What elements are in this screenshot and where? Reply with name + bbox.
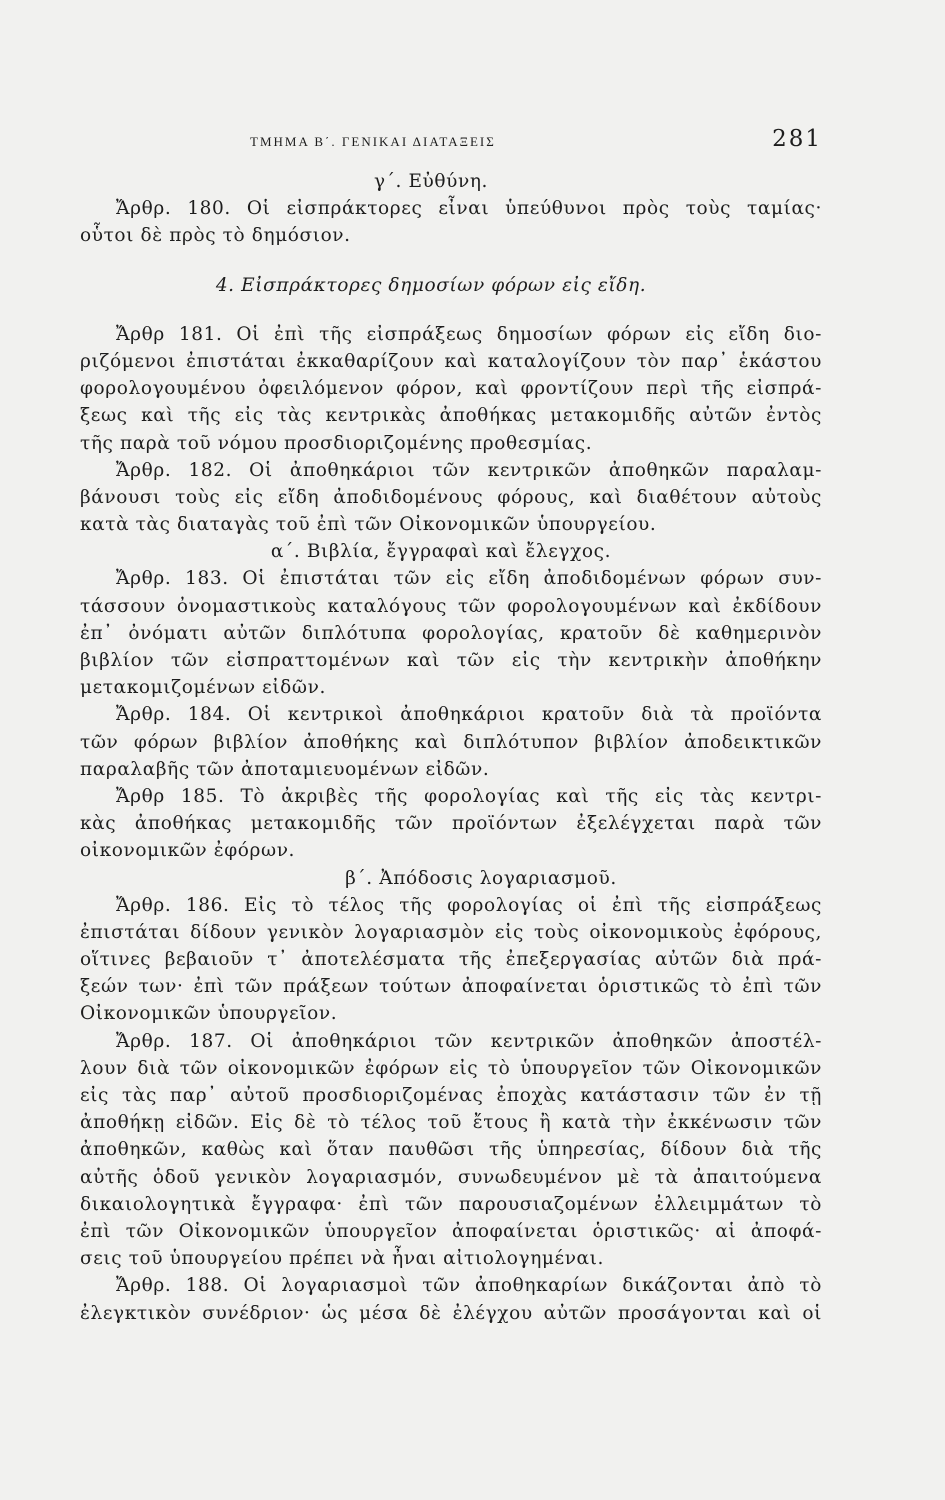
article-187-line: αὐτῆς ὁδοῦ γενικὸν λογαριασμόν, συνωδευμένον μὲ τὰ ἀπαιτούμενα xyxy=(80,1166,822,1188)
article-187-line: σεις τοῦ ὑπουργείου πρέπει νὰ ἦναι αἰτιολογημέναι. xyxy=(80,1248,604,1270)
subsection-heading: α΄. Βιβλία, ἔγγραφαὶ καὶ ἔλεγχος. xyxy=(270,541,612,563)
page-number: 281 xyxy=(772,126,822,152)
article-183-line: ἐπ᾿ ὀνόματι αὐτῶν διπλότυπα φορολογίας, κρατοῦν δὲ καθημερινὸν xyxy=(80,622,822,644)
article-183-line: Ἄρθρ. 183. Οἱ ἐπιστάται τῶν εἰς εἴδη ἀποδιδομένων φόρων συν- xyxy=(116,568,822,590)
article-180-line: οὗτοι δὲ πρὸς τὸ δημόσιον. xyxy=(80,225,351,247)
article-186-line: Ἄρθρ. 186. Εἰς τὸ τέλος τῆς φορολογίας οἱ ἐπὶ τῆς εἰσπράξεως xyxy=(116,894,822,916)
article-185-line: Ἄρθρ 185. Τὸ ἀκριβὲς τῆς φορολογίας καὶ τῆς εἰς τὰς κεντρι- xyxy=(116,785,822,807)
article-185-line: οἰκονομικῶν ἐφόρων. xyxy=(80,840,296,862)
article-184-line: παραλαβῆς τῶν ἀποταμιευομένων εἰδῶν. xyxy=(80,758,490,780)
article-183-line: βιβλίον τῶν εἰσπραττομένων καὶ τῶν εἰς τὴν κεντρικὴν ἀποθήκην xyxy=(80,650,822,671)
article-187-line: ἀποθήκῃ εἰδῶν. Εἰς δὲ τὸ τέλος τοῦ ἔτους ἢ κατὰ τὴν ἐκκένωσιν τῶν xyxy=(80,1112,822,1134)
page-header xyxy=(250,126,822,160)
article-186-line: οἵτινες βεβαιοῦν τ᾿ ἀποτελέσματα τῆς ἐπεξεργασίας αὐτῶν διὰ πρά- xyxy=(80,949,822,971)
article-182-line: βάνουσι τοὺς εἰς εἴδη ἀποδιδομένους φόρους, καὶ διαθέτουν αὐτοὺς xyxy=(80,486,822,508)
article-182-line: Ἄρθρ. 182. Οἱ ἀποθηκάριοι τῶν κεντρικῶν ἀποθηκῶν παραλαμ- xyxy=(116,459,822,481)
article-187-line: δικαιολογητικὰ ἔγγραφα· ἐπὶ τῶν παρουσιαζομένων ἐλλειμμάτων τὸ xyxy=(80,1193,822,1215)
article-182-line: κατὰ τὰς διαταγὰς τοῦ ἐπὶ τῶν Οἰκονομικῶν ὑπουργείου. xyxy=(80,514,657,536)
article-181-line: ριζόμενοι ἐπιστάται ἐκκαθαρίζουν καὶ καταλογίζουν τὸν παρ᾿ ἑκάστου xyxy=(80,350,822,372)
article-185-line: κὰς ἀποθήκας μετακομιδῆς τῶν προϊόντων ἐξελέγχεται παρὰ τῶν xyxy=(80,813,822,835)
subsection-heading: γ΄. Εὐθύνη. xyxy=(373,171,488,192)
article-187-line: Ἄρθρ. 187. Οἱ ἀποθηκάριοι τῶν κεντρικῶν ἀποθηκῶν ἀποστέλ- xyxy=(116,1030,822,1052)
article-183-line: μετακομιζομένων εἰδῶν. xyxy=(80,677,326,699)
article-181-line: φορολογουμένου ὀφειλόμενον φόρον, καὶ φροντίζουν περὶ τῆς εἰσπρά- xyxy=(80,378,822,400)
article-184-line: τῶν φόρων βιβλίον ἀποθήκης καὶ διπλότυπον βιβλίον ἀποδεικτικῶν xyxy=(80,731,822,753)
section-heading: 4. Εἰσπράκτορες δημοσίων φόρων εἰς εἴδη. xyxy=(215,274,647,296)
article-180-line: Ἄρθρ. 180. Οἱ εἰσπράκτορες εἶναι ὑπεύθυνοι πρὸς τοὺς ταμίας· xyxy=(116,198,822,220)
subsection-heading: β΄. Ἀπόδοσις λογαριασμοῦ. xyxy=(345,867,617,889)
page-body xyxy=(80,168,822,1327)
article-186-line: Οἰκονομικῶν ὑπουργεῖον. xyxy=(80,1003,338,1025)
article-181-line: τῆς παρὰ τοῦ νόμου προσδιοριζομένης προθεσμίας. xyxy=(80,432,593,454)
article-188-line: ἐλεγκτικὸν συνέδριον· ὡς μέσα δὲ ἐλέγχου αὐτῶν προσάγονται καὶ οἱ xyxy=(80,1302,822,1324)
article-186-line: ἐπιστάται δίδουν γενικὸν λογαριασμὸν εἰς τοὺς οἰκονομικοὺς ἐφόρους, xyxy=(80,921,822,943)
article-188-line: Ἄρθρ. 188. Οἱ λογαριασμοὶ τῶν ἀποθηκαρίων δικάζονται ἀπὸ τὸ xyxy=(116,1275,822,1297)
running-head: ΤΜΗΜΑ Β΄. ΓΕΝΙΚΑΙ ΔΙΑΤΑΞΕΙΣ xyxy=(250,134,496,149)
article-187-line: εἰς τὰς παρ᾿ αὐτοῦ προσδιοριζομένας ἐποχὰς κατάστασιν τῶν ἐν τῇ xyxy=(80,1085,822,1106)
article-187-line: ἐπὶ τῶν Οἰκονομικῶν ὑπουργεῖον ἀποφαίνεται ὁριστικῶς· αἱ ἀποφά- xyxy=(80,1220,822,1242)
article-181-line: ξεως καὶ τῆς εἰς τὰς κεντρικὰς ἀποθήκας μετακομιδῆς αὐτῶν ἐντὸς xyxy=(80,405,822,427)
article-187-line: λουν διὰ τῶν οἰκονομικῶν ἐφόρων εἰς τὸ ὑπουργεῖον τῶν Οἰκονομικῶν xyxy=(80,1057,822,1079)
article-186-line: ξεών των· ἐπὶ τῶν πράξεων τούτων ἀποφαίνεται ὁριστικῶς τὸ ἐπὶ τῶν xyxy=(80,976,822,998)
article-181-line: Ἄρθρ 181. Οἱ ἐπὶ τῆς εἰσπράξεως δημοσίων φόρων εἰς εἴδη διο- xyxy=(116,323,822,345)
article-183-line: τάσσουν ὀνομαστικοὺς καταλόγους τῶν φορολογουμένων καὶ ἐκδίδουν xyxy=(80,595,822,617)
article-184-line: Ἄρθρ. 184. Οἱ κεντρικοὶ ἀποθηκάριοι κρατοῦν διὰ τὰ προϊόντα xyxy=(116,704,822,726)
article-187-line: ἀποθηκῶν, καθὼς καὶ ὅταν παυθῶσι τῆς ὑπηρεσίας, δίδουν διὰ τῆς xyxy=(80,1139,822,1161)
